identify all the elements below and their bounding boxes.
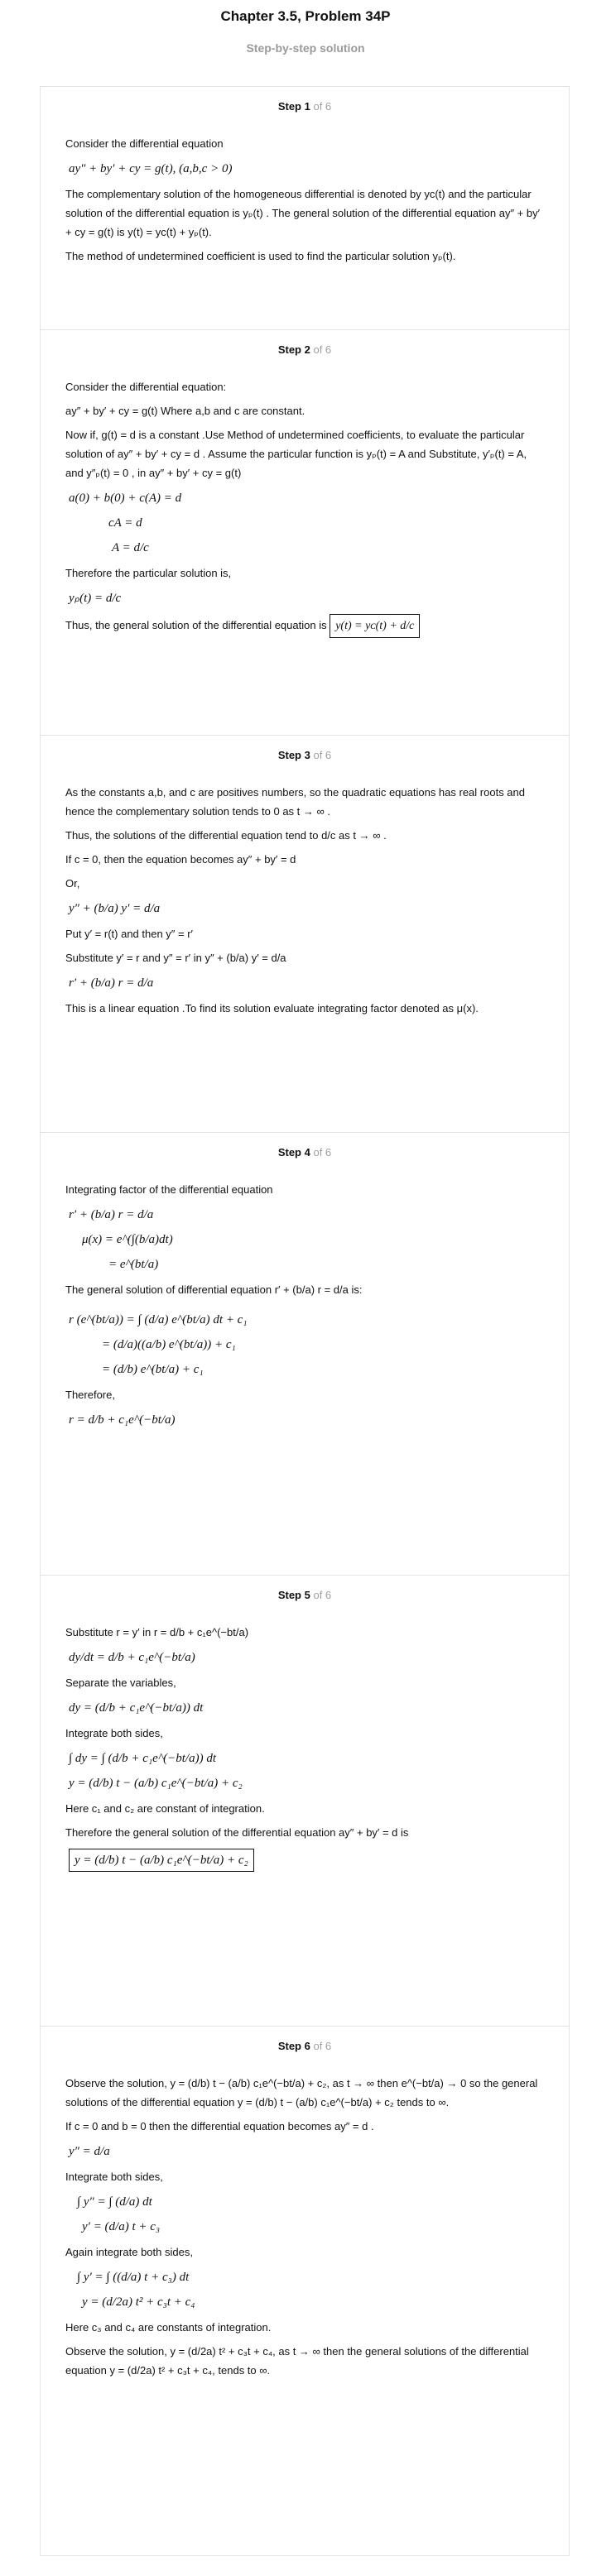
step-2-equation: yₚ(t) = d/c [69, 592, 122, 605]
step-4-text: Therefore, [65, 1389, 115, 1401]
step-6-text: Again integrate both sides, [65, 2246, 193, 2258]
step-5-equation: ∫ dy = ∫ (d/b + c₁e^(−bt/a)) dt [69, 1752, 217, 1765]
step-count: of 6 [313, 2040, 332, 2052]
step-4-equation: = (d/b) e^(bt/a) + c₁ [102, 1363, 204, 1376]
step-label: Step 1 [277, 100, 310, 113]
step-2-conclusion: Thus, the general solution of the differential equation is [65, 619, 327, 631]
step-2-text [65, 614, 544, 638]
step-2-text: Now if, g(t) = d is a constant .Use Method of undetermined coefficients, to evaluate the particular solution of ay″ + by′ + cy = d . Assume the particular function is yₚ(t) = A and Substitute, y′ₚ(t) = A, and y″ₚ(t) = 0 , in ay″ + by′ + cy = g(t) [65, 429, 527, 479]
step-6-text: Here c₃ and c₄ are constants of integration. [65, 2321, 272, 2334]
step-4-equation: r (e^(bt/a)) = ∫ (d/a) e^(bt/a) dt + c₁ [69, 1313, 248, 1326]
step-3-text: This is a linear equation .To find its solution evaluate integrating factor denoted as μ(x). [65, 1002, 479, 1015]
answer-box: y = (d/b) t − (a/b) c₁e^(−bt/a) + c₂ [69, 1849, 254, 1872]
step-4-equation: = e^(bt/a) [108, 1258, 159, 1271]
step-label: Step 6 [277, 2040, 310, 2052]
step-1-text: The method of undetermined coefficient is used to find the particular solution yₚ(t). [65, 250, 456, 262]
step-3-equation: r′ + (b/a) r = d/a [69, 976, 154, 990]
step-1-equation: ay″ + by′ + cy = g(t), (a,b,c > 0) [69, 162, 233, 175]
step-2-header [65, 343, 544, 356]
step-count: of 6 [313, 100, 332, 113]
step-label: Step 2 [277, 343, 310, 356]
step-3-text: Substitute y′ = r and y″ = r′ in y″ + (b/a) y′ = d/a [65, 952, 286, 964]
answer-box: y(t) = yᴄ(t) + d/c [330, 614, 420, 638]
page-header [0, 0, 611, 55]
step-2 [40, 330, 570, 736]
step-5-answer [69, 1849, 544, 1872]
step-4-equation: r = d/b + c₁e^(−bt/a) [69, 1413, 176, 1427]
step-6-text: Integrate both sides, [65, 2171, 163, 2183]
step-label: Step 4 [277, 1146, 310, 1158]
step-5-equation: dy = (d/b + c₁e^(−bt/a)) dt [69, 1701, 204, 1715]
step-3-text: If c = 0, then the equation becomes ay″ + by′ = d [65, 853, 296, 866]
step-5-header [65, 1589, 544, 1601]
step-5-text: Substitute r = y′ in r = d/b + c₁e^(−bt/a) [65, 1626, 249, 1638]
step-5-equation: y = (d/b) t − (a/b) c₁e^(−bt/a) + c₂ [69, 1777, 243, 1790]
step-2-equation: cA = d [108, 516, 142, 530]
step-3-text: Thus, the solutions of the differential equation tend to d/c as t → ∞ . [65, 829, 387, 842]
step-1-text: The complementary solution of the homogeneous differential is denoted by yᴄ(t) and the particular solution of the differential equation is yₚ(t) . The general solution of the differential equation ay″ + by′ + cy = g(t) is y(t) = yᴄ(t) + yₚ(t). [65, 188, 541, 238]
step-5-text: Integrate both sides, [65, 1727, 163, 1739]
step-1-text: Consider the differential equation [65, 137, 224, 150]
page-title: Chapter 3.5, Problem 34P [220, 8, 391, 24]
step-6-equation: y″ = d/a [69, 2145, 110, 2158]
step-2-text: ay″ + by′ + cy = g(t) Where a,b and c are constant. [65, 405, 306, 417]
step-4-text: The general solution of differential equation r′ + (b/a) r = d/a is: [65, 1283, 363, 1296]
step-5-text: Separate the variables, [65, 1677, 176, 1689]
step-3-text: Or, [65, 877, 80, 890]
step-4 [40, 1133, 570, 1576]
step-6-header [65, 2040, 544, 2052]
step-6-text: Observe the solution, y = (d/2a) t² + c₃t + c₄, as t → ∞ then the general solutions of the differential equation y = (d/2a) t² + c₃t + c₄, tends to ∞. [65, 2345, 529, 2377]
step-6-equation: ∫ y′ = ∫ ((d/a) t + c₃) dt [77, 2271, 190, 2284]
step-6-equation: y′ = (d/a) t + c₃ [82, 2220, 161, 2233]
step-4-equation: r′ + (b/a) r = d/a [69, 1208, 154, 1221]
step-5 [40, 1576, 570, 2027]
step-3-text: As the constants a,b, and c are positives numbers, so the quadratic equations has real roots and hence the complementary solution tends to 0 as t → ∞ . [65, 786, 525, 818]
step-label: Step 3 [277, 749, 310, 761]
step-5-text: Therefore the general solution of the differential equation ay″ + by′ = d is [65, 1826, 409, 1839]
step-label: Step 5 [277, 1589, 310, 1601]
step-4-text: Integrating factor of the differential equation [65, 1183, 273, 1196]
step-6-text: Observe the solution, y = (d/b) t − (a/b) c₁e^(−bt/a) + c₂, as t → ∞ then e^(−bt/a) → 0 so the general solutions of the differential equation y = (d/b) t − (a/b) c₁e^(−bt/a) + c₂ tends to ∞. [65, 2077, 538, 2108]
page-subtitle: Step-by-step solution [246, 41, 365, 55]
step-3-text: Put y′ = r(t) and then y″ = r′ [65, 928, 193, 940]
step-2-text: Therefore the particular solution is, [65, 567, 232, 579]
step-3-equation: y″ + (b/a) y′ = d/a [69, 902, 161, 915]
step-count: of 6 [313, 1146, 332, 1158]
step-4-equation: = (d/a)((a/b) e^(bt/a)) + c₁ [102, 1338, 236, 1351]
step-2-equation: A = d/c [112, 541, 149, 554]
step-count: of 6 [313, 1589, 332, 1601]
step-1 [40, 86, 570, 330]
step-4-equation: μ(x) = e^(∫(b/a)dt) [82, 1233, 173, 1246]
step-3-header [65, 749, 544, 761]
step-6-equation: ∫ y″ = ∫ (d/a) dt [77, 2195, 152, 2209]
step-5-text: Here c₁ and c₂ are constant of integration. [65, 1802, 265, 1815]
step-count: of 6 [313, 749, 332, 761]
step-count: of 6 [313, 343, 332, 356]
step-6-text: If c = 0 and b = 0 then the differential equation becomes ay″ = d . [65, 2120, 374, 2132]
step-4-header [65, 1146, 544, 1158]
step-2-equation: a(0) + b(0) + c(A) = d [69, 492, 182, 505]
step-6-equation: y = (d/2a) t² + c₃t + c₄ [82, 2295, 195, 2309]
step-2-text: Consider the differential equation: [65, 381, 227, 393]
step-6 [40, 2027, 570, 2556]
step-3 [40, 736, 570, 1133]
step-5-equation: dy/dt = d/b + c₁e^(−bt/a) [69, 1651, 195, 1664]
step-1-header [65, 100, 544, 113]
